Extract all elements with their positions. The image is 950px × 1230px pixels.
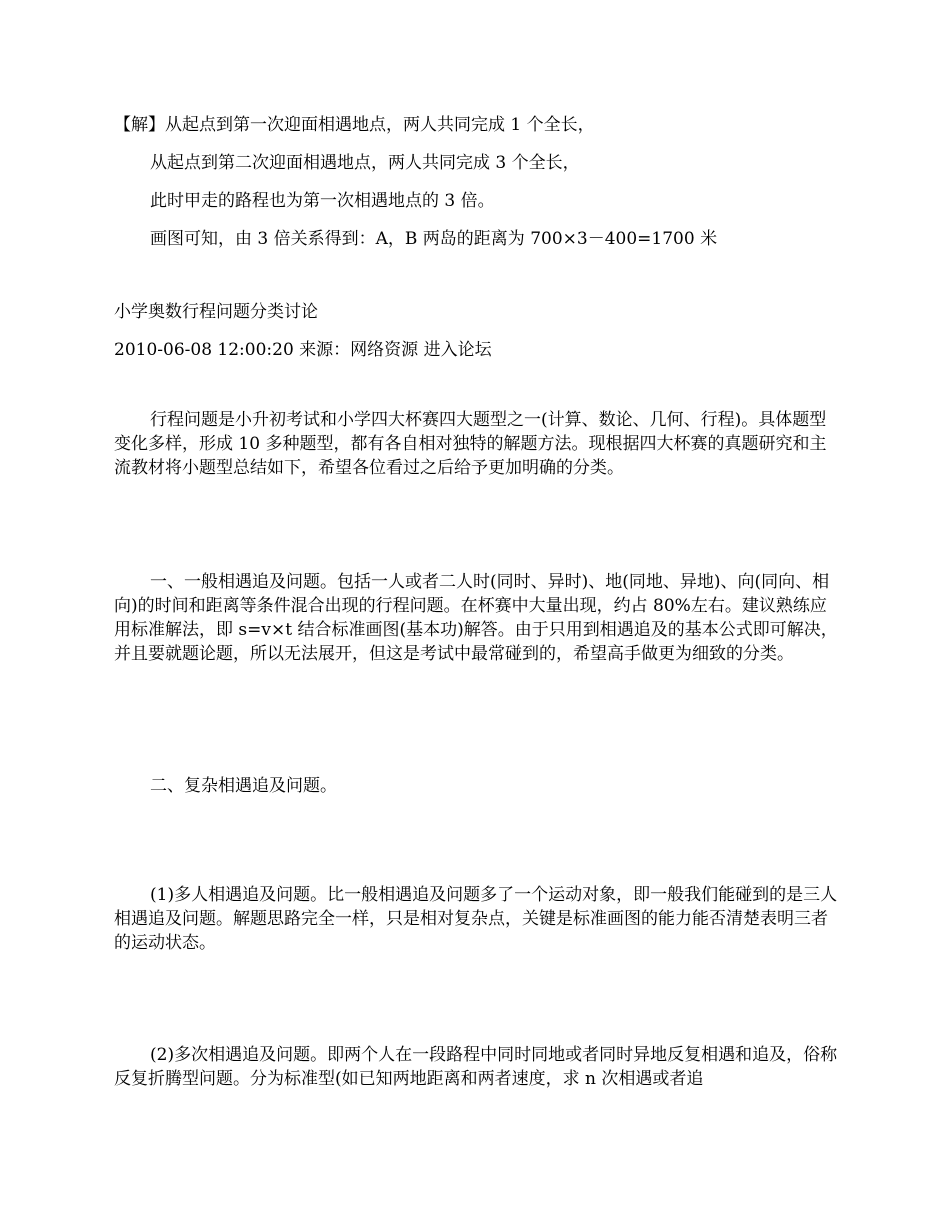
subsection-2-paragraph: (2)多次相遇追及问题。即两个人在一段路程中同时同地或者同时异地反复相遇和追及，俗称反复折腾型问题。分为标准型(如已知两地距离和两者速度，求 n 次相遇或者追	[114, 1045, 838, 1089]
article-meta: 2010-06-08 12:00:20 来源：网络资源 进入论坛	[114, 340, 492, 360]
solution-line-1: 【解】从起点到第一次迎面相遇地点，两人共同完成 1 个全长，	[114, 115, 595, 135]
article-title: 小学奥数行程问题分类讨论	[114, 302, 318, 322]
intro-paragraph: 行程问题是小升初考试和小学四大杯赛四大题型之一(计算、数论、几何、行程)。具体题型变化多样，形成 10 多种题型，都有各自相对独特的解题方法。现根据四大杯赛的真题研究和主流教材将小题型总结如下，希望各位看过之后给予更加明确的分类。	[114, 410, 827, 478]
solution-line-2: 从起点到第二次迎面相遇地点，两人共同完成 3 个全长，	[150, 153, 580, 173]
section-1-paragraph: 一、一般相遇追及问题。包括一人或者二人时(同时、异时)、地(同地、异地)、向(同向、相向)的时间和距离等条件混合出现的行程问题。在杯赛中大量出现，约占 80%左右。建议熟练应用标准解法，即 s=v×t 结合标准画图(基本功)解答。由于只用到相遇追及的基本公式即可解决，并且要就题论题，所以无法展开，但这是考试中最常碰到的，希望高手做更为细致的分类。	[114, 572, 838, 664]
subsection-1-paragraph: (1)多人相遇追及问题。比一般相遇追及问题多了一个运动对象，即一般我们能碰到的是三人相遇追及问题。解题思路完全一样，只是相对复杂点，关键是标准画图的能力能否清楚表明三者的运动状态。	[114, 885, 838, 953]
solution-line-4: 画图可知，由 3 倍关系得到：A，B 两岛的距离为 700×3－400=1700 米	[150, 229, 718, 249]
solution-line-3: 此时甲走的路程也为第一次相遇地点的 3 倍。	[150, 191, 495, 211]
section-2-heading: 二、复杂相遇追及问题。	[150, 776, 337, 796]
